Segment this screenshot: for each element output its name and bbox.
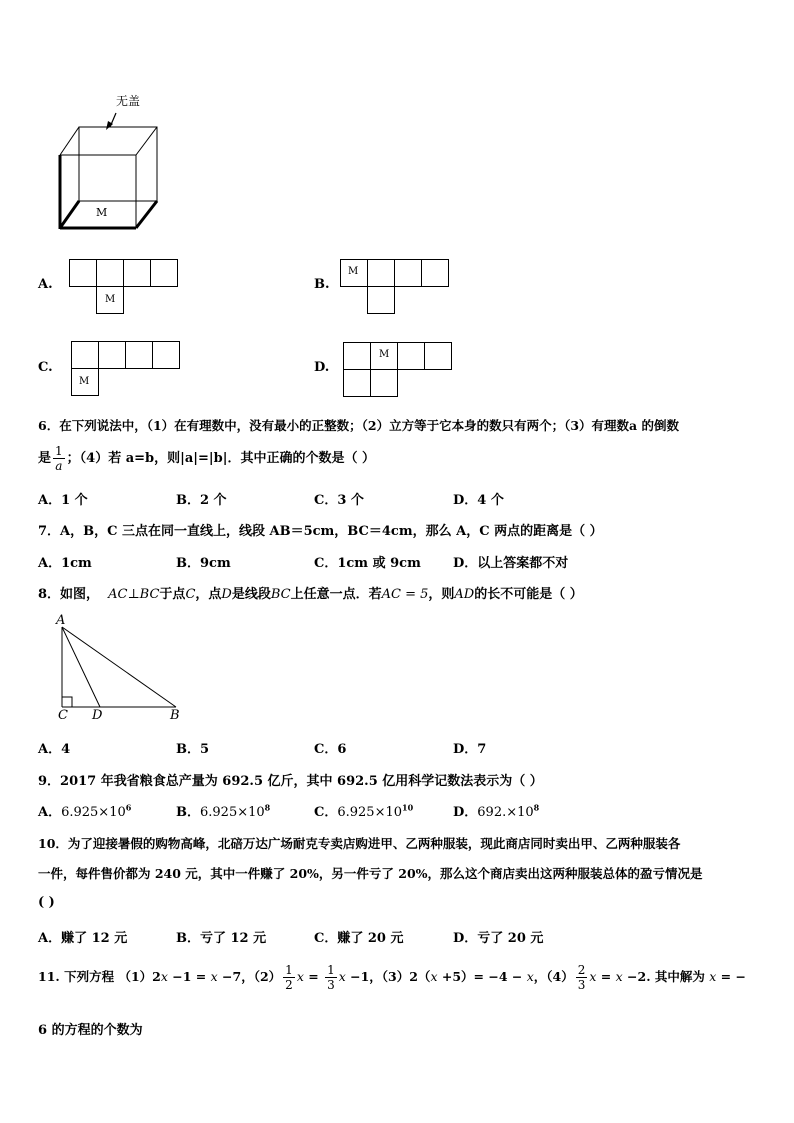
q8-text-c: ，点 <box>195 587 222 602</box>
net-b-face: M <box>348 266 359 277</box>
q8-text-g: 的长不可能是（ ） <box>474 587 583 602</box>
q10-option-a: A．赚了 12 元 <box>38 931 128 946</box>
q10-option-c: C．赚了 20 元 <box>314 931 404 946</box>
option-a-label: A. <box>38 277 53 292</box>
q8-text-f: ，则 <box>428 587 455 602</box>
q11-p6: +5）= −4 − <box>437 969 527 984</box>
q10-option-b: B．亏了 12 元 <box>176 931 267 946</box>
option-d-label: D. <box>314 360 330 375</box>
question-8 <box>38 583 583 602</box>
net-a-svg <box>69 259 181 316</box>
q7-option-d: D．以上答案都不对 <box>453 556 569 571</box>
net-a-face: M <box>105 294 116 305</box>
q9-c-base: 6.925×10 <box>337 805 403 820</box>
q9-d-base: 692.×10 <box>477 805 534 820</box>
triangle-figure <box>52 613 192 725</box>
open-cube-svg <box>50 88 165 236</box>
q9-b-label: B． <box>176 805 200 820</box>
q9-option-d <box>453 801 539 820</box>
net-option-d <box>343 342 455 403</box>
question-10-line3: ( ) <box>38 895 55 910</box>
question-6-line2 <box>38 444 375 473</box>
q11-p1: 11. 下列方程 （1）2 <box>38 969 161 984</box>
q11-p2: −1 = <box>167 969 211 984</box>
net-c-svg <box>71 341 183 398</box>
net-d-svg <box>343 342 455 399</box>
open-cube-figure <box>50 88 165 236</box>
q8-option-d: D．7 <box>453 742 487 757</box>
q7-option-c: C．1cm 或 9cm <box>314 556 421 571</box>
q10-option-d: D．亏了 20 元 <box>453 931 544 946</box>
vertex-b-label: B <box>170 708 180 723</box>
q8-text-a: 8．如图， <box>38 587 100 602</box>
q11-p5: −1，（3）2（ <box>345 969 431 984</box>
q11-frac-2 <box>325 963 337 992</box>
q9-a-base: 6.925×10 <box>61 805 126 820</box>
vertex-c-label: C <box>58 708 68 723</box>
q8-text-e: 上任意一点．若 <box>290 587 382 602</box>
net-c-face: M <box>79 376 90 387</box>
q6-frac-num: 1 <box>55 444 63 458</box>
q11-var: x <box>296 969 304 984</box>
q9-option-a <box>38 801 131 820</box>
q9-option-c <box>314 801 413 820</box>
q7-option-a: A．1cm <box>38 556 92 571</box>
q11-var: x <box>430 969 438 984</box>
q11-f2-den: 3 <box>327 978 335 992</box>
net-option-c <box>71 341 183 402</box>
q6-prefix: 是 <box>38 451 52 466</box>
question-6-line1: 6．在下列说法中，（1）在有理数中，没有最小的正整数；（2）立方等于它本身的数只有两个；（3）有理数a 的倒数 <box>38 418 679 433</box>
q11-frac-3 <box>576 963 588 992</box>
question-11-line2: 6 的方程的个数为 <box>38 1023 143 1038</box>
q8-text-b: 于点 <box>159 587 186 602</box>
cube-face-label: M <box>96 206 108 219</box>
q11-p7: ，（4） <box>533 969 574 984</box>
net-d-face: M <box>379 349 390 360</box>
q8-option-a: A．4 <box>38 742 71 757</box>
q11-var: x <box>709 969 717 984</box>
q11-f1-num: 1 <box>285 963 293 977</box>
net-option-b <box>340 259 452 320</box>
q11-p10: = − <box>716 969 746 984</box>
q9-d-exp: 8 <box>533 802 540 813</box>
q9-a-exp: 6 <box>125 802 132 813</box>
q8-math-ad: AD <box>454 587 475 602</box>
q9-c-exp: 10 <box>402 802 414 813</box>
q11-f3-den: 3 <box>577 978 586 992</box>
q11-var: x <box>526 969 534 984</box>
q11-p9: −2. 其中解为 <box>622 969 710 984</box>
q7-option-b: B．9cm <box>176 556 231 571</box>
q8-math-d: D <box>221 587 232 602</box>
q11-var: x <box>210 969 218 984</box>
q11-var: x <box>338 969 346 984</box>
question-10-line1: 10．为了迎接暑假的购物高峰，北碚万达广场耐克专卖店购进甲、乙两种服装，现此商店同时卖出甲、乙两种服装各 <box>38 836 681 851</box>
q8-math-c: C <box>185 587 196 602</box>
q11-var: x <box>160 969 168 984</box>
q8-option-b: B．5 <box>176 742 210 757</box>
q9-d-label: D． <box>453 805 478 820</box>
q11-p4: = <box>303 969 324 984</box>
question-10-line2: 一件，每件售价都为 240 元，其中一件赚了 20%，另一件亏了 20%，那么这个商店卖出这两种服装总体的盈亏情况是 <box>38 866 703 881</box>
question-9: 9．2017 年我省粮食总产量为 692.5 亿斤，其中 692.5 亿用科学记数法表示为（ ） <box>38 774 543 789</box>
option-b-label: B. <box>314 277 330 292</box>
q6-option-d: D．4 个 <box>453 493 504 508</box>
q11-frac-1 <box>283 963 295 992</box>
q11-var: x <box>589 969 597 984</box>
q8-math-ac5: AC = 5 <box>381 587 429 602</box>
q8-option-c: C．6 <box>314 742 347 757</box>
question-7: 7．A，B，C 三点在同一直线上，线段 AB＝5cm，BC＝4cm，那么 A，C 两点的距离是（ ） <box>38 524 603 539</box>
q6-fraction <box>53 444 65 473</box>
vertex-d-label: D <box>92 708 103 723</box>
q8-text-d: 是线段 <box>231 587 271 602</box>
q9-b-base: 6.925×10 <box>200 805 265 820</box>
q8-math-ac-perp-bc: AC⊥BC <box>108 587 160 602</box>
q11-f3-num: 2 <box>577 963 586 977</box>
q9-b-exp: 8 <box>264 802 271 813</box>
q9-c-label: C． <box>314 805 338 820</box>
q6-frac-den: a <box>55 459 63 473</box>
q9-a-label: A． <box>38 805 62 820</box>
q6-option-c: C．3 个 <box>314 493 364 508</box>
net-option-a <box>69 259 181 320</box>
q8-math-bc: BC <box>270 587 291 602</box>
q11-f1-den: 2 <box>285 978 293 992</box>
vertex-a-label: A <box>56 613 66 628</box>
q6-suffix: ；（4）若 a=b，则|a|=|b|．其中正确的个数是（ ） <box>66 451 375 466</box>
cube-lid-label: 无盖 <box>116 94 141 108</box>
q6-option-b: B．2 个 <box>176 493 227 508</box>
q6-option-a: A．1 个 <box>38 493 88 508</box>
question-11-line1 <box>38 963 746 992</box>
q11-p8: = <box>596 969 616 984</box>
q11-var: x <box>615 969 623 984</box>
q11-p3: −7，（2） <box>217 969 282 984</box>
q11-f2-num: 1 <box>327 963 335 977</box>
option-c-label: C. <box>38 360 53 375</box>
q9-option-b <box>176 801 270 820</box>
